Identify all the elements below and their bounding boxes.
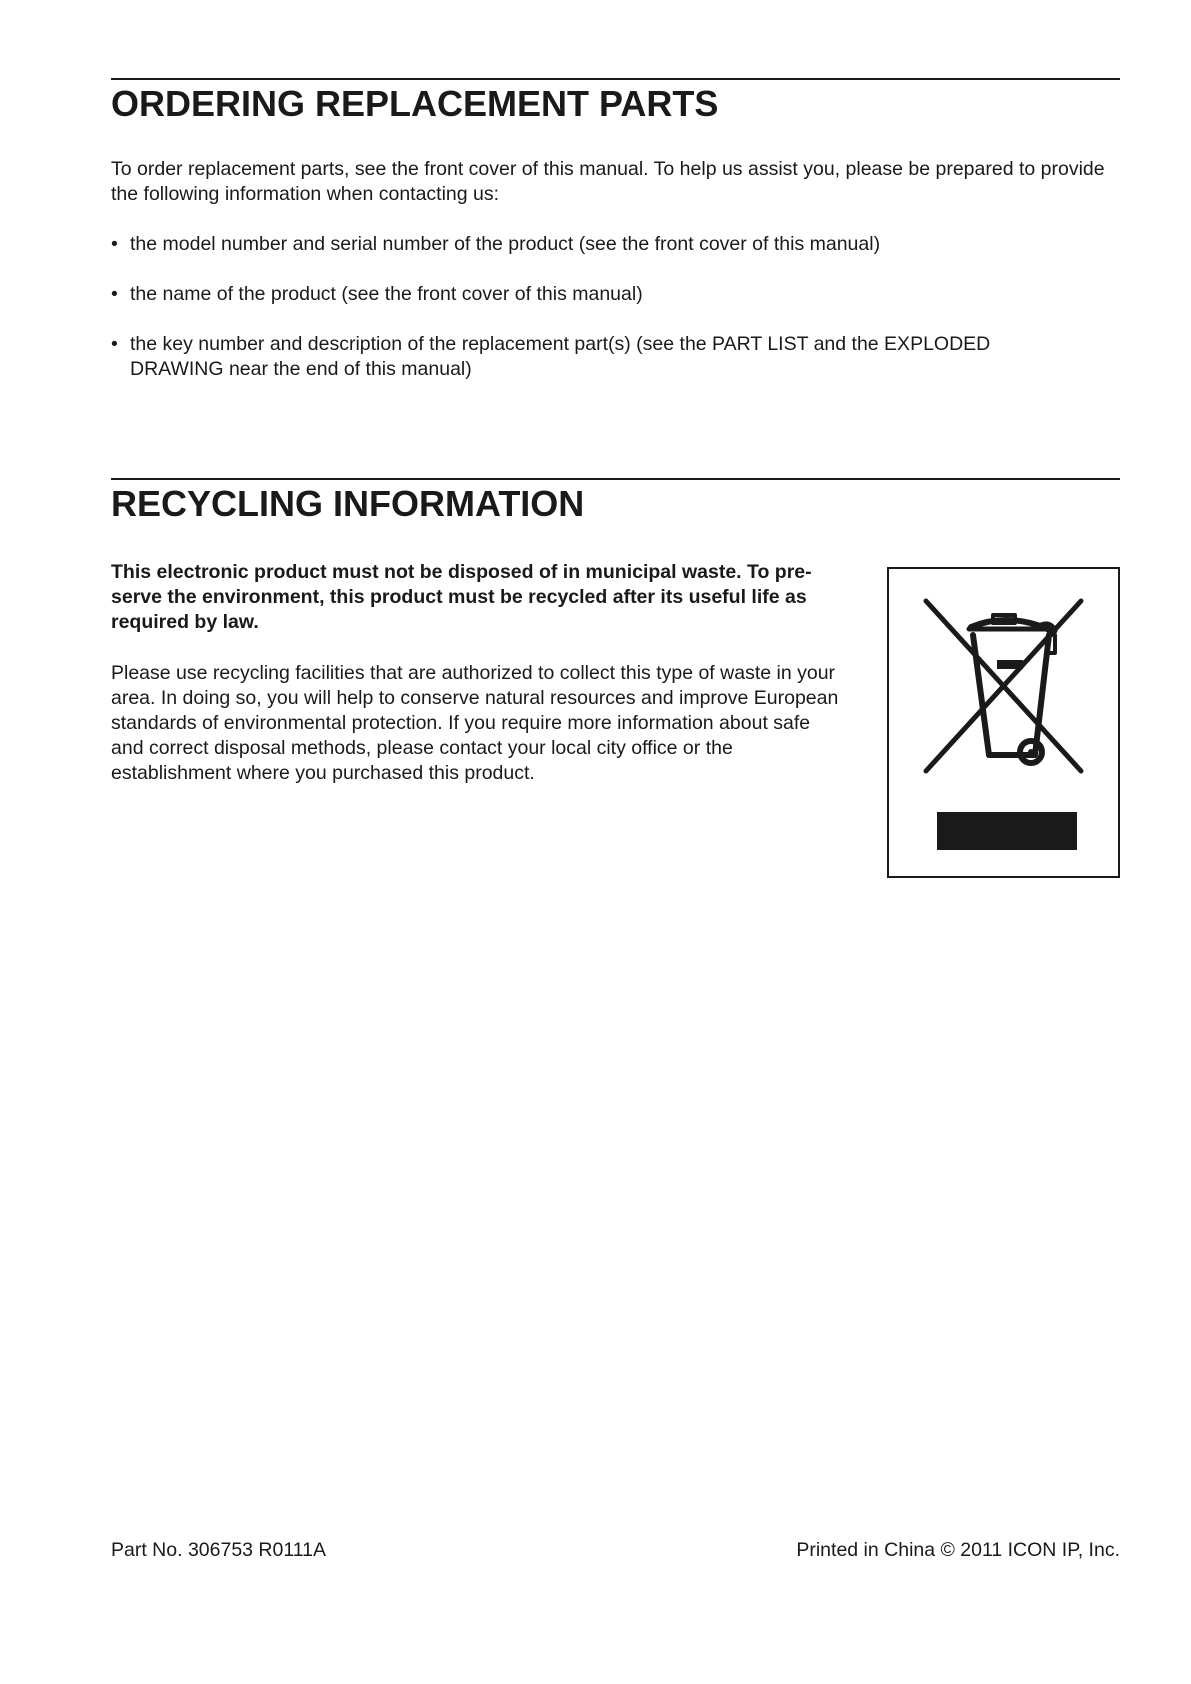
bullet-icon: • xyxy=(111,283,118,305)
ordering-bullet-list xyxy=(111,232,1120,382)
ordering-section-title: ORDERING REPLACEMENT PARTS xyxy=(111,83,719,124)
weee-symbol-box xyxy=(887,567,1120,878)
section-divider xyxy=(111,78,1120,80)
bullet-text: the model number and serial number of the product (see the front cover of this manual) xyxy=(130,233,881,255)
ordering-intro: To order replacement parts, see the front cover of this manual. To help us assist you, please be prepared to provide the following information when contacting us: xyxy=(111,158,1105,205)
bullet-text: the key number and description of the replacement part(s) (see the PART LIST and the EXPLODED DRAWING near the end of this manual) xyxy=(130,333,991,380)
recycling-section-title: RECYCLING INFORMATION xyxy=(111,483,585,524)
part-number: Part No. 306753 R0111A xyxy=(111,1539,327,1561)
bullet-icon: • xyxy=(111,333,118,355)
bullet-icon: • xyxy=(111,233,118,255)
list-item xyxy=(111,282,1120,307)
list-item xyxy=(111,332,1050,382)
crossed-out-wheelie-bin-icon xyxy=(889,569,1118,876)
printed-copyright: Printed in China © 2011 ICON IP, Inc. xyxy=(796,1539,1120,1561)
recycling-warning: This electronic product must not be disposed of in municipal waste. To pre-serve the environment, this product must be recycled after its useful life as required by law. xyxy=(111,561,812,633)
list-item xyxy=(111,232,1120,257)
bullet-text: the name of the product (see the front cover of this manual) xyxy=(130,283,643,305)
recycling-body: Please use recycling facilities that are authorized to collect this type of waste in your area. In doing so, you will help to conserve natural resources and improve European standards of environmental protection. If you require more information about safe and correct disposal methods, please contact your local city office or the establishment where you purchased this product. xyxy=(111,662,839,784)
manual-page xyxy=(111,0,1120,1684)
section-divider xyxy=(111,478,1120,480)
